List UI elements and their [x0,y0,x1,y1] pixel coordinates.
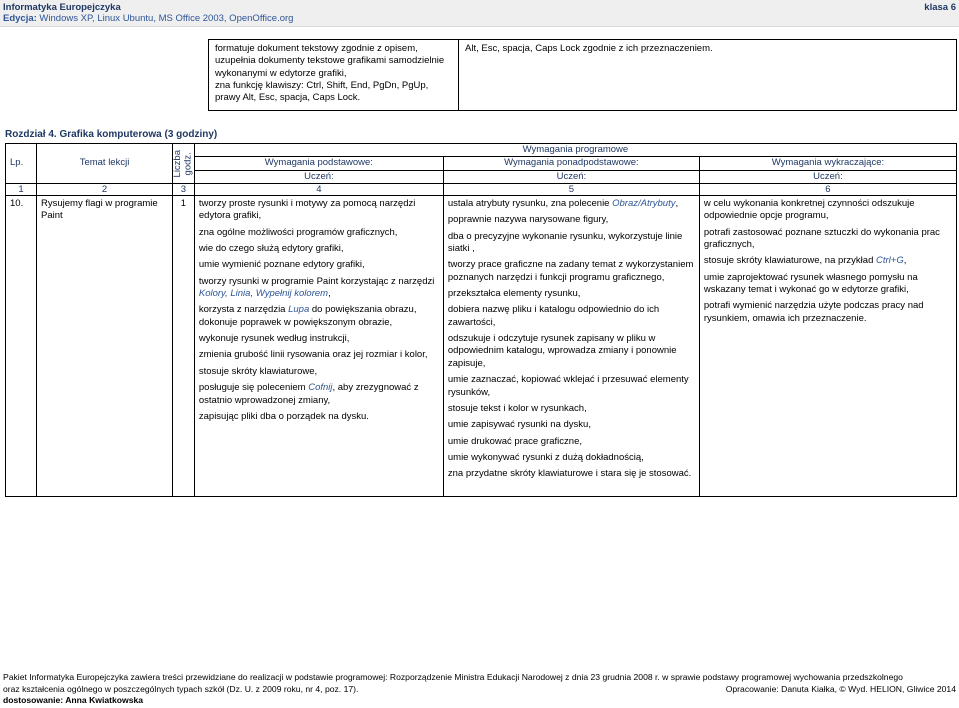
list-item [199,304,439,329]
list-item: tworzy prace graficzne na zadany temat z wykorzystaniem poznanych narzędzi i funkcji programu graficznego, [447,259,694,283]
list-item: stosuje skróty klawiaturowe, [198,365,318,377]
column-number: 4 [194,184,443,196]
edition-label: Edycja: [3,13,37,24]
prev-basic-cell [209,40,459,111]
list-item: umie wymienić poznane edytory grafiki, [198,259,365,271]
item-text: , [328,288,331,300]
item-text: stosuje skróty klawiaturowe, na przykład [703,255,877,267]
list-item: tworzy proste rysunki i motywy za pomocą narzędzi edytora grafiki, [198,198,416,222]
item-text: posługuje się poleceniem [198,382,309,394]
footer-line-3: dostosowanie: Anna Kwiatkowska [3,695,144,706]
basic-requirements-cell [194,196,443,497]
column-number: 2 [37,184,173,196]
item-text: ustala atrybuty rysunku, zna polecenie [447,198,613,210]
list-item: wykonuje rysunek według instrukcji, [198,333,350,345]
requirements-header: Wymagania programowe [194,144,956,157]
table-row [209,40,957,111]
list-item: uzupełnia dokumenty tekstowe grafikami samodzielnie wykonanymi w edytorze grafiki, [215,55,445,79]
hours-header [173,144,195,184]
list-item: zna przydatne skróty klawiaturowe i stara się je stosować. [447,468,692,480]
lesson-hours: 1 [173,196,195,497]
list-item: umie drukować prace graficzne, [447,435,582,447]
edition-value: Windows XP, Linux Ubuntu, MS Office 2003, OpenOffice.org [36,13,294,24]
list-item: zapisując pliki dba o porządek na dysku. [198,410,369,422]
basic-header: Wymagania podstawowe: [194,157,443,170]
list-item: potrafi zastosować poznane sztuczki do wykonania prac graficznych, [703,226,940,251]
lp-header: Lp. [6,144,37,184]
command-name: Cofnij [308,382,333,394]
chapter-title: Rozdział 4. Grafika komputerowa (3 godziny) [5,129,218,140]
advanced-requirements-cell [699,196,956,497]
item-text: do powiększania obrazu, dokonuje poprawek w powiększonym obrazie, [198,304,417,328]
footer-credits: Opracowanie: Danuta Kiałka, © Wyd. HELION, Gliwice 2014 [725,683,956,694]
student-header: Uczeń: [699,170,956,183]
page-footer [3,672,956,707]
list-item: zna ogólne możliwości programów graficznych, [198,226,398,238]
table-header-row [6,144,957,157]
list-item [199,276,439,301]
lesson-number: 10. [6,196,37,497]
basic-requirements-list [199,198,439,423]
list-item: stosuje tekst i kolor w rysunkach, [447,402,587,414]
item-text: , [903,255,907,267]
item-text: korzysta z narzędzia [198,304,289,316]
page-header [0,0,959,27]
header-title: Informatyka Europejczyka [3,2,121,13]
tool-names: Kolory, Linia, Wypełnij kolorem [198,288,329,300]
extended-requirements-list [448,198,695,481]
column-number: 5 [443,184,699,196]
item-text: , [675,198,679,210]
item-text: , aby zrezygnować z ostatnio wprowadzonej zmiany, [198,382,419,406]
student-header: Uczeń: [194,170,443,183]
student-header: Uczeń: [443,170,699,183]
topic-header: Temat lekcji [37,144,173,184]
hours-header-label [173,150,194,177]
list-item: w celu wykonania konkretnej czynności odszukuje odpowiednie opcje programu, [703,198,915,222]
table-row [6,196,957,497]
list-item: dobiera nazwę pliku i katalogu odpowiednio do ich zawartości, [447,304,660,328]
column-number: 1 [6,184,37,196]
advanced-requirements-list [704,198,952,325]
lesson-topic: Rysujemy flagi w programie Paint [37,196,173,497]
previous-section-table [208,39,957,111]
list-item: przekształca elementy rysunku, [447,288,581,300]
list-item [448,198,695,210]
list-item [704,255,952,267]
advanced-header: Wymagania wykraczające: [699,157,956,170]
list-item: Alt, Esc, spacja, Caps Lock zgodnie z ich przeznaczeniem. [465,43,713,54]
list-item: umie zaprojektować rysunek własnego pomysłu na wskazany temat i wykonać go w edytorze grafiki, [703,271,918,296]
list-item: odszukuje i odczytuje rysunek zapisany w pliku w odpowiednim katalogu, wprowadza zmiany i ponownie zapisuje, [447,333,677,369]
list-item: dba o precyzyjne wykonanie rysunku, wykorzystuje linie siatki , [447,230,683,255]
extended-requirements-cell [443,196,699,497]
hours-header-line1: Liczba [172,149,183,178]
extended-header: Wymagania ponadpodstawowe: [443,157,699,170]
header-edition [3,13,293,25]
list-item: zmienia grubość linii rysowania oraz jej rozmiar i kolor, [198,349,428,361]
tool-name: Lupa [288,304,310,316]
list-item: umie zaznaczać, kopiować wklejać i przesuwać elementy rysunków, [447,374,689,398]
header-grade: klasa 6 [924,2,956,13]
list-item [199,382,439,407]
footer-line-2: oraz kształcenia ogólnego w poszczególnych typach szkół (Dz. U. z 2009 roku, nr 4, poz. 17). [3,683,359,694]
item-text: tworzy rysunki w programie Paint korzystając z narzędzi [198,275,435,287]
list-item: umie wykonywać rysunki z dużą dokładnością, [447,451,644,463]
list-item: poprawnie nazywa narysowane figury, [447,214,609,226]
footer-line-1: Pakiet Informatyka Europejczyka zawiera treści przewidziane do realizacji w podstawie programowej: Rozporządzenie Ministra Edukacji Narodowej z dnia 23 grudnia 2008 r. w sprawie podstawy programowej wychowania przedszkolnego [3,672,903,682]
column-number-row [6,184,957,196]
list-item: zna funkcję klawiszy: Ctrl, Shift, End, PgDn, PgUp, prawy Alt, Esc, spacja, Caps Lock. [215,80,429,104]
requirements-table [5,143,957,497]
list-item: potrafi wymienić narzędzia użyte podczas pracy nad rysunkiem, omawia ich przeznaczenie. [703,300,924,324]
list-item: umie zapisywać rysunki na dysku, [447,419,591,431]
column-number: 6 [699,184,956,196]
hours-header-line2: godz. [182,151,194,176]
list-item: formatuje dokument tekstowy zgodnie z opisem, [215,43,418,54]
column-number: 3 [173,184,195,196]
shortcut-name: Ctrl+G [876,255,904,267]
prev-extended-cell [459,40,957,111]
command-name: Obraz/Atrybuty [612,198,676,210]
list-item: wie do czego służą edytory grafiki, [198,243,344,255]
